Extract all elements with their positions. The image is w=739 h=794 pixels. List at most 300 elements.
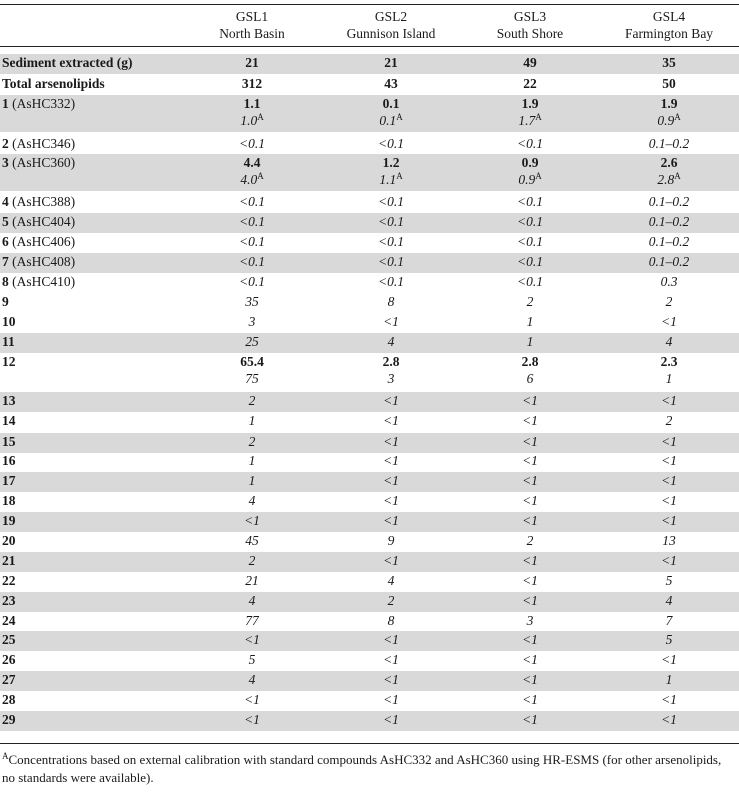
table-cell bbox=[461, 154, 599, 188]
cell-value: <1 bbox=[522, 712, 538, 727]
table-bottom-rule bbox=[0, 743, 739, 744]
cell-value: <0.1 bbox=[517, 254, 543, 269]
cell-value: 4 bbox=[248, 593, 256, 608]
table-cell bbox=[321, 691, 461, 708]
table-cell bbox=[599, 671, 739, 688]
cell-value: <1 bbox=[522, 434, 538, 449]
cell-value: 0.1 bbox=[382, 96, 400, 111]
cell-value: 21 bbox=[384, 55, 398, 70]
cell-value: <1 bbox=[522, 493, 538, 508]
row-label bbox=[2, 293, 9, 310]
row-label-number: 8 bbox=[2, 274, 9, 289]
table-cell bbox=[461, 671, 599, 688]
table-row bbox=[0, 412, 739, 432]
cell-value: <1 bbox=[522, 413, 538, 428]
row-label bbox=[2, 154, 75, 171]
cell-value: 4 bbox=[665, 593, 673, 608]
row-label bbox=[2, 691, 16, 708]
row-label-number: 25 bbox=[2, 632, 16, 647]
table-cell bbox=[321, 452, 461, 469]
cell-value-secondary bbox=[183, 370, 321, 387]
cell-value: 4 bbox=[387, 334, 395, 349]
row-label-number: 27 bbox=[2, 672, 16, 687]
table-cell bbox=[321, 392, 461, 409]
table-row bbox=[0, 671, 739, 691]
table-cell bbox=[321, 273, 461, 290]
table-cell bbox=[599, 154, 739, 188]
cell-value: <1 bbox=[383, 652, 399, 667]
table-row bbox=[0, 472, 739, 492]
footnote-ref: A bbox=[396, 112, 403, 122]
table-cell bbox=[461, 333, 599, 350]
table-row bbox=[0, 135, 739, 155]
cell-value: <1 bbox=[661, 513, 677, 528]
footnote-ref: A bbox=[257, 112, 264, 122]
table-cell bbox=[183, 75, 321, 92]
row-label-number: 13 bbox=[2, 393, 16, 408]
table-cell bbox=[183, 253, 321, 270]
row-label bbox=[2, 512, 16, 529]
table-row bbox=[0, 512, 739, 532]
table-cell bbox=[599, 333, 739, 350]
table-cell bbox=[461, 472, 599, 489]
cell-value: <1 bbox=[522, 573, 538, 588]
row-label-number: 15 bbox=[2, 434, 16, 449]
cell-value: 1 bbox=[248, 413, 256, 428]
table-cell bbox=[599, 213, 739, 230]
table-cell bbox=[321, 592, 461, 609]
cell-value: <1 bbox=[661, 493, 677, 508]
table-cell bbox=[461, 213, 599, 230]
row-label-compound: (AsHC408) bbox=[12, 254, 76, 269]
column-site: Gunnison Island bbox=[346, 26, 436, 41]
column-site: Farmington Bay bbox=[624, 26, 714, 41]
cell-value: 1 bbox=[526, 314, 534, 329]
row-label-number: 16 bbox=[2, 453, 16, 468]
table-cell bbox=[321, 333, 461, 350]
footnote-text: Concentrations based on external calibration with standard compounds AsHC332 and AsHC360 using HR-ESMS (for other arsenolipids, no standards were available). bbox=[2, 752, 722, 785]
table-cell bbox=[183, 233, 321, 250]
row-label-number: 17 bbox=[2, 473, 16, 488]
row-label-compound: (AsHC388) bbox=[12, 194, 76, 209]
cell-value: <0.1 bbox=[239, 136, 265, 151]
cell-value: <1 bbox=[244, 692, 260, 707]
cell-value: <1 bbox=[522, 393, 538, 408]
table-cell bbox=[321, 572, 461, 589]
cell-value: 2.8 bbox=[382, 354, 400, 369]
table-cell bbox=[321, 293, 461, 310]
table-cell bbox=[183, 213, 321, 230]
cell-value-text: 0.9 bbox=[657, 113, 675, 128]
table-cell bbox=[183, 552, 321, 569]
table-cell bbox=[183, 293, 321, 310]
cell-value: 2 bbox=[526, 294, 534, 309]
row-label bbox=[2, 353, 16, 370]
table-cell bbox=[461, 651, 599, 668]
cell-value: 2 bbox=[248, 434, 256, 449]
table-cell bbox=[321, 552, 461, 569]
table-cell bbox=[461, 572, 599, 589]
cell-value-secondary bbox=[599, 171, 739, 188]
table-cell bbox=[183, 54, 321, 71]
row-label-number: 22 bbox=[2, 573, 16, 588]
row-label-number: Total arsenolipids bbox=[2, 76, 105, 91]
table-row bbox=[0, 154, 739, 191]
cell-value: <0.1 bbox=[517, 234, 543, 249]
row-label-number: 1 bbox=[2, 96, 9, 111]
row-label-number: 20 bbox=[2, 533, 16, 548]
cell-value-text: 1.0 bbox=[240, 113, 258, 128]
table-cell bbox=[599, 433, 739, 450]
cell-value: 3 bbox=[248, 314, 256, 329]
table-cell bbox=[183, 353, 321, 387]
table-footnote bbox=[2, 751, 737, 787]
table-cell bbox=[183, 532, 321, 549]
table-cell bbox=[599, 711, 739, 728]
table-cell bbox=[183, 135, 321, 152]
table-row bbox=[0, 691, 739, 711]
cell-value: <1 bbox=[661, 393, 677, 408]
cell-value: 35 bbox=[662, 55, 676, 70]
row-label bbox=[2, 572, 16, 589]
cell-value: <0.1 bbox=[517, 136, 543, 151]
table-row bbox=[0, 353, 739, 390]
row-label-compound: (AsHC360) bbox=[12, 155, 76, 170]
table-cell bbox=[183, 651, 321, 668]
footnote-ref: A bbox=[257, 171, 264, 181]
table-cell bbox=[321, 651, 461, 668]
row-label-number: 4 bbox=[2, 194, 9, 209]
cell-value: 49 bbox=[523, 55, 537, 70]
table-cell bbox=[321, 472, 461, 489]
table-cell bbox=[461, 711, 599, 728]
cell-value: 1 bbox=[248, 473, 256, 488]
row-label bbox=[2, 711, 16, 728]
cell-value: 0.1–0.2 bbox=[648, 234, 690, 249]
table-cell bbox=[183, 671, 321, 688]
cell-value: <0.1 bbox=[517, 214, 543, 229]
table-top-rule bbox=[0, 4, 739, 5]
cell-value: <1 bbox=[522, 553, 538, 568]
table-cell bbox=[461, 592, 599, 609]
cell-value: 4 bbox=[248, 493, 256, 508]
table-cell bbox=[321, 492, 461, 509]
table-cell bbox=[599, 412, 739, 429]
row-label-number: 5 bbox=[2, 214, 9, 229]
row-label-number: 9 bbox=[2, 294, 9, 309]
cell-value: <1 bbox=[522, 453, 538, 468]
column-header-gsl4 bbox=[599, 8, 739, 46]
table-cell bbox=[183, 313, 321, 330]
cell-value: <1 bbox=[522, 473, 538, 488]
row-label-compound: (AsHC404) bbox=[12, 214, 76, 229]
table-cell bbox=[183, 691, 321, 708]
cell-value: 2 bbox=[387, 593, 395, 608]
row-label bbox=[2, 213, 75, 230]
table-cell bbox=[321, 313, 461, 330]
table-row bbox=[0, 233, 739, 253]
cell-value: 50 bbox=[662, 76, 676, 91]
row-label-number: 12 bbox=[2, 354, 16, 369]
table-cell bbox=[461, 492, 599, 509]
cell-value: 1.9 bbox=[521, 96, 539, 111]
row-label bbox=[2, 452, 16, 469]
row-label-number: 11 bbox=[2, 334, 15, 349]
table-cell bbox=[461, 95, 599, 129]
cell-value: <1 bbox=[522, 593, 538, 608]
cell-value: <1 bbox=[383, 712, 399, 727]
table-cell bbox=[599, 54, 739, 71]
table-cell bbox=[183, 392, 321, 409]
row-label-number: Sediment extracted (g) bbox=[2, 55, 133, 70]
column-id: GSL1 bbox=[235, 9, 269, 24]
table-cell bbox=[321, 253, 461, 270]
column-id: GSL2 bbox=[374, 9, 408, 24]
table-row bbox=[0, 572, 739, 592]
table-cell bbox=[321, 75, 461, 92]
table-cell bbox=[599, 492, 739, 509]
cell-value: <0.1 bbox=[378, 136, 404, 151]
table-cell bbox=[183, 95, 321, 129]
cell-value: <0.1 bbox=[378, 274, 404, 289]
row-label bbox=[2, 333, 15, 350]
row-label-number: 21 bbox=[2, 553, 16, 568]
cell-value-secondary bbox=[599, 370, 739, 387]
row-label bbox=[2, 472, 16, 489]
column-id: GSL4 bbox=[652, 9, 686, 24]
row-label bbox=[2, 412, 16, 429]
table-cell bbox=[599, 631, 739, 648]
table-cell bbox=[461, 552, 599, 569]
cell-value: <0.1 bbox=[517, 274, 543, 289]
cell-value: 7 bbox=[665, 613, 673, 628]
table-cell bbox=[599, 293, 739, 310]
cell-value: <1 bbox=[383, 493, 399, 508]
cell-value: <1 bbox=[661, 652, 677, 667]
cell-value: <1 bbox=[661, 434, 677, 449]
cell-value: <1 bbox=[522, 632, 538, 647]
row-label-compound: (AsHC346) bbox=[12, 136, 76, 151]
cell-value: <1 bbox=[522, 672, 538, 687]
column-site: South Shore bbox=[496, 26, 564, 41]
table-cell bbox=[599, 233, 739, 250]
cell-value: <1 bbox=[383, 692, 399, 707]
row-label bbox=[2, 492, 16, 509]
table-row bbox=[0, 213, 739, 233]
cell-value: 8 bbox=[387, 613, 395, 628]
table-cell bbox=[461, 253, 599, 270]
table-row bbox=[0, 193, 739, 213]
cell-value: 9 bbox=[387, 533, 395, 548]
row-label bbox=[2, 532, 16, 549]
cell-value: 13 bbox=[662, 533, 676, 548]
cell-value-text: 0.1 bbox=[379, 113, 397, 128]
cell-value: <1 bbox=[661, 692, 677, 707]
table-cell bbox=[599, 193, 739, 210]
table-cell bbox=[599, 691, 739, 708]
row-label bbox=[2, 612, 16, 629]
table-cell bbox=[183, 631, 321, 648]
cell-value: <0.1 bbox=[239, 214, 265, 229]
table-cell bbox=[321, 213, 461, 230]
cell-value: 1 bbox=[248, 453, 256, 468]
cell-value: 0.3 bbox=[660, 274, 678, 289]
table-row bbox=[0, 273, 739, 293]
cell-value: <0.1 bbox=[239, 274, 265, 289]
table-cell bbox=[321, 433, 461, 450]
cell-value: 4.4 bbox=[243, 155, 261, 170]
table-cell bbox=[321, 233, 461, 250]
cell-value: <1 bbox=[244, 513, 260, 528]
table-cell bbox=[599, 552, 739, 569]
cell-value: <0.1 bbox=[378, 194, 404, 209]
cell-value: <1 bbox=[244, 712, 260, 727]
cell-value: <1 bbox=[383, 314, 399, 329]
cell-value: 2.3 bbox=[660, 354, 678, 369]
cell-value: 2 bbox=[248, 553, 256, 568]
table-cell bbox=[599, 472, 739, 489]
table-cell bbox=[321, 135, 461, 152]
table-cell bbox=[321, 532, 461, 549]
table-cell bbox=[321, 671, 461, 688]
table-cell bbox=[599, 612, 739, 629]
cell-value: 21 bbox=[245, 573, 259, 588]
cell-value: 0.1–0.2 bbox=[648, 136, 690, 151]
cell-value-text: 1 bbox=[665, 371, 673, 386]
cell-value: <1 bbox=[661, 712, 677, 727]
footnote-ref: A bbox=[674, 112, 681, 122]
cell-value: 5 bbox=[665, 573, 673, 588]
row-label bbox=[2, 552, 16, 569]
column-header-gsl3 bbox=[461, 8, 599, 46]
table-cell bbox=[599, 592, 739, 609]
table-cell bbox=[321, 631, 461, 648]
table-cell bbox=[461, 233, 599, 250]
cell-value: 2 bbox=[248, 393, 256, 408]
footnote-ref: A bbox=[396, 171, 403, 181]
cell-value: <0.1 bbox=[239, 234, 265, 249]
cell-value: 3 bbox=[526, 613, 534, 628]
table-row bbox=[0, 592, 739, 612]
table-cell bbox=[461, 75, 599, 92]
table-cell bbox=[461, 691, 599, 708]
table-cell bbox=[183, 333, 321, 350]
table-row bbox=[0, 612, 739, 632]
table-cell bbox=[461, 512, 599, 529]
cell-value-text: 1.1 bbox=[379, 172, 397, 187]
table-cell bbox=[183, 711, 321, 728]
table-row bbox=[0, 253, 739, 273]
cell-value: 1 bbox=[526, 334, 534, 349]
row-label bbox=[2, 233, 75, 250]
table-cell bbox=[599, 273, 739, 290]
cell-value: 22 bbox=[523, 76, 537, 91]
row-label-number: 3 bbox=[2, 155, 9, 170]
row-label bbox=[2, 392, 16, 409]
cell-value: <0.1 bbox=[378, 254, 404, 269]
cell-value: <1 bbox=[661, 553, 677, 568]
table-cell bbox=[183, 572, 321, 589]
row-label-number: 2 bbox=[2, 136, 9, 151]
cell-value: 43 bbox=[384, 76, 398, 91]
row-label-compound: (AsHC332) bbox=[12, 96, 76, 111]
table-cell bbox=[461, 293, 599, 310]
cell-value: 21 bbox=[245, 55, 259, 70]
table-cell bbox=[183, 273, 321, 290]
cell-value-secondary bbox=[599, 112, 739, 129]
cell-value: <1 bbox=[383, 453, 399, 468]
cell-value-text: 2.8 bbox=[657, 172, 675, 187]
row-label-number: 24 bbox=[2, 613, 16, 628]
column-header-gsl2 bbox=[321, 8, 461, 46]
row-label-number: 6 bbox=[2, 234, 9, 249]
row-label bbox=[2, 135, 75, 152]
row-label bbox=[2, 193, 75, 210]
cell-value: <1 bbox=[661, 453, 677, 468]
table-cell bbox=[599, 512, 739, 529]
table-row bbox=[0, 54, 739, 74]
cell-value: 1.9 bbox=[660, 96, 678, 111]
table-cell bbox=[461, 392, 599, 409]
column-id: GSL3 bbox=[513, 9, 547, 24]
table-cell bbox=[183, 193, 321, 210]
table-cell bbox=[183, 512, 321, 529]
cell-value: <1 bbox=[661, 473, 677, 488]
table-cell bbox=[321, 193, 461, 210]
cell-value-secondary bbox=[183, 112, 321, 129]
table-cell bbox=[461, 313, 599, 330]
table-cell bbox=[461, 273, 599, 290]
row-label bbox=[2, 95, 75, 112]
table-cell bbox=[183, 154, 321, 188]
column-site: North Basin bbox=[219, 26, 285, 41]
footnote-ref: A bbox=[535, 171, 542, 181]
row-label bbox=[2, 592, 16, 609]
table-cell bbox=[461, 612, 599, 629]
cell-value-secondary bbox=[321, 171, 461, 188]
cell-value: 1.2 bbox=[382, 155, 400, 170]
row-label-number: 19 bbox=[2, 513, 16, 528]
row-label bbox=[2, 671, 16, 688]
table-cell bbox=[461, 412, 599, 429]
cell-value: 5 bbox=[665, 632, 673, 647]
cell-value: 1.1 bbox=[243, 96, 261, 111]
cell-value-secondary bbox=[183, 171, 321, 188]
table-row bbox=[0, 711, 739, 731]
row-label bbox=[2, 313, 16, 330]
cell-value: <1 bbox=[383, 413, 399, 428]
table-cell bbox=[321, 353, 461, 387]
cell-value: 0.1–0.2 bbox=[648, 194, 690, 209]
cell-value-text: 1.7 bbox=[518, 113, 536, 128]
header-stub bbox=[0, 8, 183, 46]
row-label bbox=[2, 273, 75, 290]
table-cell bbox=[461, 54, 599, 71]
footnote-marker: A bbox=[2, 751, 9, 761]
cell-value: 65.4 bbox=[240, 354, 264, 369]
table-cell bbox=[599, 353, 739, 387]
row-label-number: 14 bbox=[2, 413, 16, 428]
cell-value: 2.8 bbox=[521, 354, 539, 369]
row-label bbox=[2, 54, 132, 71]
cell-value: 1 bbox=[665, 672, 673, 687]
table-cell bbox=[183, 472, 321, 489]
table-row bbox=[0, 313, 739, 333]
row-label-number: 7 bbox=[2, 254, 9, 269]
table-cell bbox=[183, 412, 321, 429]
table-row bbox=[0, 293, 739, 313]
column-header-gsl1 bbox=[183, 8, 321, 46]
